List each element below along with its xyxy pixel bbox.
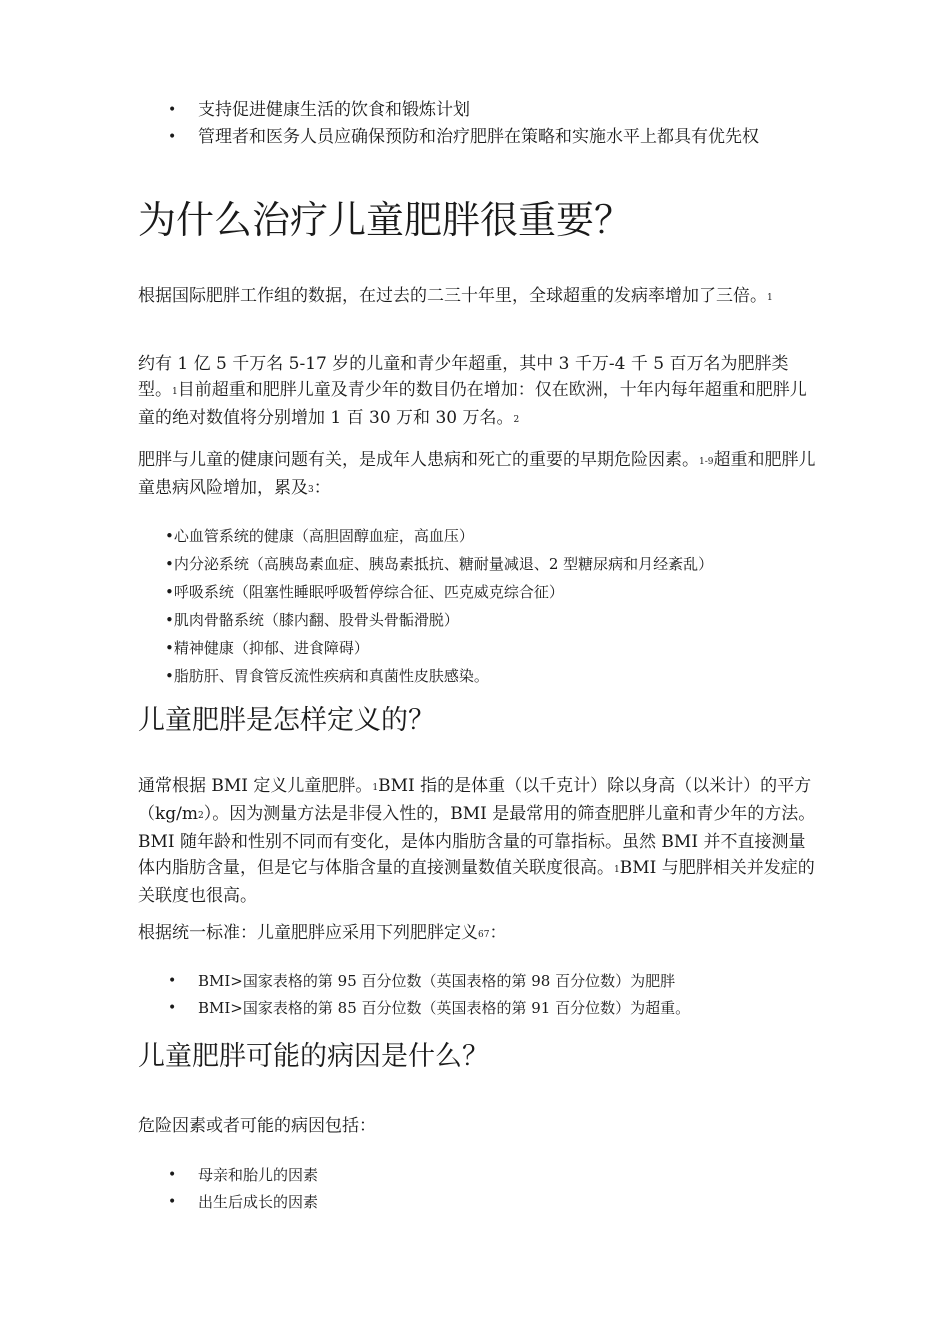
- list-item: [168, 995, 828, 1022]
- section-heading-definition: 儿童肥胖是怎样定义的？: [138, 705, 435, 736]
- list-item: [168, 124, 828, 151]
- unit-superscript: 2: [198, 811, 204, 821]
- bullet-icon: •: [168, 129, 177, 145]
- bullet-icon: •: [168, 102, 177, 118]
- paragraph-overweight-count: [138, 351, 818, 433]
- paragraph-text: 超重和肥胖儿童患病风险增加，累及: [138, 450, 816, 498]
- paragraph-text: 肥胖与儿童的健康问题有关，是成年人患病和死亡的重要的早期危险因素。: [138, 450, 699, 470]
- reference-mark: 1: [614, 865, 620, 875]
- list-item-text: BMI>国家表格的第 85 百分位数（英国表格的第 91 百分位数）为超重。: [198, 999, 691, 1017]
- bullet-icon: •: [168, 973, 177, 989]
- list-item: [168, 968, 828, 995]
- list-item-text: 支持促进健康生活的饮食和锻炼计划: [198, 100, 470, 120]
- paragraph-bmi-definition: [138, 773, 818, 909]
- list-item: •呼吸系统（阻塞性睡眠呼吸暂停综合征、匹克威克综合征）: [165, 583, 564, 601]
- paragraph-prevalence: [138, 283, 818, 311]
- paragraph-causes-intro: 危险因素或者可能的病因包括：: [138, 1116, 376, 1136]
- paragraph-text: 通常根据 BMI 定义儿童肥胖。: [138, 776, 373, 796]
- paragraph-text: BMI 指的是体重（以千克计）除以身高（以米计）的平方（kg/m: [138, 776, 812, 824]
- bullet-icon: •: [168, 1167, 177, 1183]
- reference-mark: 1: [767, 293, 773, 303]
- list-item: •肌肉骨骼系统（膝内翻、股骨头骨骺滑脱）: [165, 611, 459, 629]
- list-item: •脂肪肝、胃食管反流性疾病和真菌性皮肤感染。: [165, 667, 489, 685]
- list-item: [168, 1189, 828, 1216]
- reference-mark: 1: [372, 783, 379, 793]
- paragraph-text: 根据统一标准：儿童肥胖应采用下列肥胖定义: [138, 923, 478, 943]
- reference-mark: 1-9: [699, 457, 714, 467]
- paragraph-health-risk: [138, 447, 818, 503]
- list-item-text: 出生后成长的因素: [198, 1193, 319, 1211]
- paragraph-text: ）。因为测量方法是非侵入性的，BMI 是最常用的筛查肥胖儿童和青少年的方法。BMI 随年龄和性别不同而有变化，是体内脂肪含量的可靠指标。虽然 BMI 并不直接测量体内脂肪含量，但是它与体脂含量的直接测量数值关联度很高。: [138, 804, 816, 878]
- criteria-list: [168, 968, 828, 1022]
- bullet-icon: •: [168, 1194, 177, 1210]
- reference-mark: 1: [172, 387, 178, 397]
- paragraph-text: 约有 1 亿 5 千万名 5-17 岁的儿童和青少年超重，其中 3 千万-4 千 5 百万名为肥胖类型。: [138, 354, 789, 400]
- conditions-list: [165, 522, 825, 690]
- paragraph-text: ：: [489, 923, 507, 943]
- paragraph-text: ：: [313, 478, 331, 498]
- bullet-icon: •: [168, 1000, 177, 1016]
- causes-list: [168, 1162, 828, 1216]
- top-bullet-list: [168, 97, 828, 151]
- list-item: •心血管系统的健康（高胆固醇血症，高血压）: [165, 527, 474, 545]
- list-item: •内分泌系统（高胰岛素血症、胰岛素抵抗、糖耐量减退、2 型糖尿病和月经紊乱）: [165, 555, 714, 573]
- list-item: [168, 1162, 828, 1189]
- paragraph-text: 根据国际肥胖工作组的数据，在过去的二三十年里，全球超重的发病率增加了三倍。: [138, 286, 767, 306]
- list-item: •精神健康（抑郁、进食障碍）: [165, 639, 369, 657]
- section-heading-causes: 儿童肥胖可能的病因是什么？: [138, 1041, 489, 1072]
- section-heading-why-treat: 为什么治疗儿童肥胖很重要？: [138, 198, 633, 242]
- list-item-text: 管理者和医务人员应确保预防和治疗肥胖在策略和实施水平上都具有优先权: [198, 127, 759, 147]
- reference-mark: 2: [513, 415, 520, 425]
- paragraph-text: BMI 与肥胖相关并发症的关联度也很高。: [138, 858, 815, 906]
- list-item-text: 母亲和胎儿的因素: [198, 1166, 319, 1184]
- reference-mark: 3: [308, 485, 314, 495]
- list-item-text: BMI>国家表格的第 95 百分位数（英国表格的第 98 百分位数）为肥胖: [198, 972, 676, 990]
- reference-mark: 67: [478, 930, 490, 940]
- paragraph-criteria-intro: [138, 920, 818, 948]
- paragraph-text: 目前超重和肥胖儿童及青少年的数目仍在增加：仅在欧洲，十年内每年超重和肥胖儿童的绝对数值将分别增加 1 百 30 万和 30 万名。: [138, 380, 807, 428]
- list-item: [168, 97, 828, 124]
